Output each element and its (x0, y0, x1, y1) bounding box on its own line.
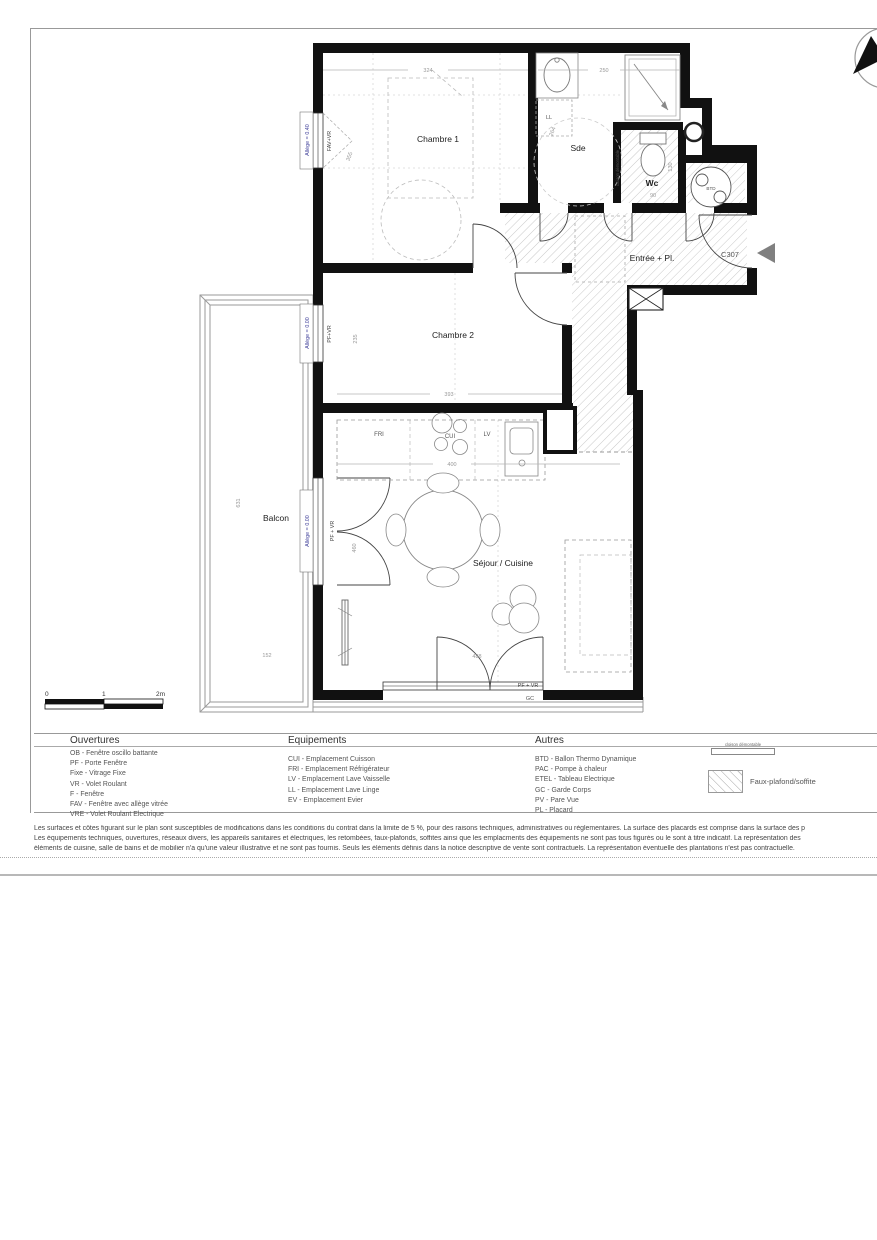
legend-item: EV - Emplacement Evier (288, 796, 364, 804)
legend-item: PAC - Pompe à chaleur (535, 766, 607, 774)
legend-ouvertures-title: Ouvertures (70, 735, 120, 746)
legend-item: ETEL - Tableau Electrique (535, 776, 615, 784)
unit-number-label: C307 (721, 250, 739, 259)
pf-vr-ch2-label: PF+VR (327, 325, 333, 343)
room-chambre1-label: Chambre 1 (416, 134, 460, 144)
dim-235: 235 (353, 334, 359, 344)
room-sejour-label: Séjour / Cuisine (472, 558, 534, 568)
dim-90: 90 (649, 193, 657, 199)
disclaimer-line-2: Les équipements techniques, ouvertures, réseaux divers, les appareils sanitaires et électriques, les retombées, faux-plafonds, soffites ainsi que les emplacments des équipements ne sont pas tous figurés ou le sont à titre indicatif. La représentation des (34, 835, 801, 842)
legend-item: BTD - Ballon Thermo Dynamique (535, 756, 637, 763)
dim-631: 631 (236, 498, 242, 508)
room-wc-label: Wc (645, 178, 659, 188)
disclaimer-line-1: Les surfaces et côtes figurant sur le plan sont susceptibles de modifications dans les conditions du contrat dans la limite de 5 %, pour des raisons techniques, administratives ou réglementaires. La surface des placards est comprise dans la surface des p (34, 825, 806, 832)
gc-label: GC (525, 696, 535, 702)
legend-item: PF - Porte Fenêtre (70, 760, 128, 768)
legend-item: LL - Emplacement Lave Linge (288, 786, 380, 794)
fav-vr-label: FAV+VR (327, 130, 333, 152)
dim-355: 355 (345, 151, 355, 163)
legend-item: F - Fenêtre (70, 790, 105, 798)
faux-plafond-label: Faux-plafond/soffite (750, 777, 816, 786)
entrance-arrow-icon (757, 243, 775, 263)
legend-ouvertures (70, 735, 168, 820)
allege-000-sejour-label: Allège = 0.00 (305, 515, 311, 547)
legend-top-rule (34, 733, 877, 734)
scale-2m: 2m (156, 691, 166, 698)
btd-label: BTD (706, 186, 716, 191)
faux-plafond-hatch-icon (708, 770, 743, 793)
dim-460: 460 (352, 543, 358, 553)
legend-autres (535, 735, 636, 816)
scale-bar (45, 691, 165, 709)
scale-0: 0 (45, 691, 49, 698)
room-sde-label: Sde (570, 143, 586, 153)
scale-1: 1 (102, 691, 106, 698)
dim-264: 264 (548, 126, 558, 138)
pf-vr-sejour-label: PF + VR (330, 520, 336, 542)
room-entree-label: Entrée + Pl. (629, 253, 675, 263)
legend-cloison-symbol (708, 742, 778, 755)
cloison-symbol-icon (711, 748, 775, 755)
legend-equipements-title: Equipements (288, 735, 347, 746)
dim-393: 393 (444, 392, 454, 398)
legend-item: Fixe - Vitrage Fixe (70, 770, 126, 778)
bottom-separator (0, 874, 877, 876)
legend-item: PV - Pare Vue (535, 796, 579, 804)
allege-000-ch2-label: Allège = 0.00 (305, 317, 311, 349)
legend-item: PL - Placard (535, 807, 573, 815)
fri-label: FRI (374, 432, 384, 438)
legend-item: OB - Fenêtre oscillo battante (70, 750, 158, 757)
room-chambre2-label: Chambre 2 (431, 330, 475, 340)
disclaimer-line-3: éléments de cuisine, salle de bains et de mobilier n'a qu'une valeur illustrative et ne sont pas fournis. Seuls les éléments définis dans la notice descriptive de vente sont contractuels. La représentation éventuelle des plantations n'est pas contractuelle. (34, 845, 795, 852)
allege-040-label: Allège = 0.40 (305, 124, 311, 156)
dim-130: 130 (668, 162, 674, 172)
ll-label: LL (546, 115, 553, 121)
pf-vr-door-label: PF + VR (517, 683, 539, 689)
cloison-demontable-label: cloison démontable (615, 149, 620, 187)
room-balcon-label: Balcon (263, 513, 289, 523)
dim-152: 152 (262, 653, 272, 659)
legend-faux-plafond (708, 770, 816, 793)
legend-item: LV - Emplacement Lave Vaisselle (288, 776, 391, 784)
legend-item: FAV - Fenêtre avec allège vitrée (70, 801, 168, 809)
legend-item: GC - Garde Corps (535, 786, 591, 794)
legend-item: CUI - Emplacement Cuisson (288, 756, 375, 763)
dim-250: 250 (599, 68, 609, 74)
legend-item: FRI - Emplacement Réfrigérateur (288, 766, 390, 774)
dim-324: 324 (423, 68, 433, 74)
dim-400: 400 (447, 462, 457, 468)
cui-label: CUI (444, 434, 456, 440)
legend-item: VRE - Volet Roulant Electrique (70, 811, 164, 819)
legend-item: VR - Volet Roulant (70, 780, 127, 788)
dim-488: 488 (472, 654, 482, 660)
legend-autres-title: Autres (535, 735, 564, 746)
legend-cloison-label: cloison démontable (724, 742, 762, 747)
legend-equipements (288, 735, 390, 806)
dotted-separator (0, 857, 877, 858)
north-arrow-icon (853, 28, 877, 88)
lv-label: LV (483, 432, 491, 438)
